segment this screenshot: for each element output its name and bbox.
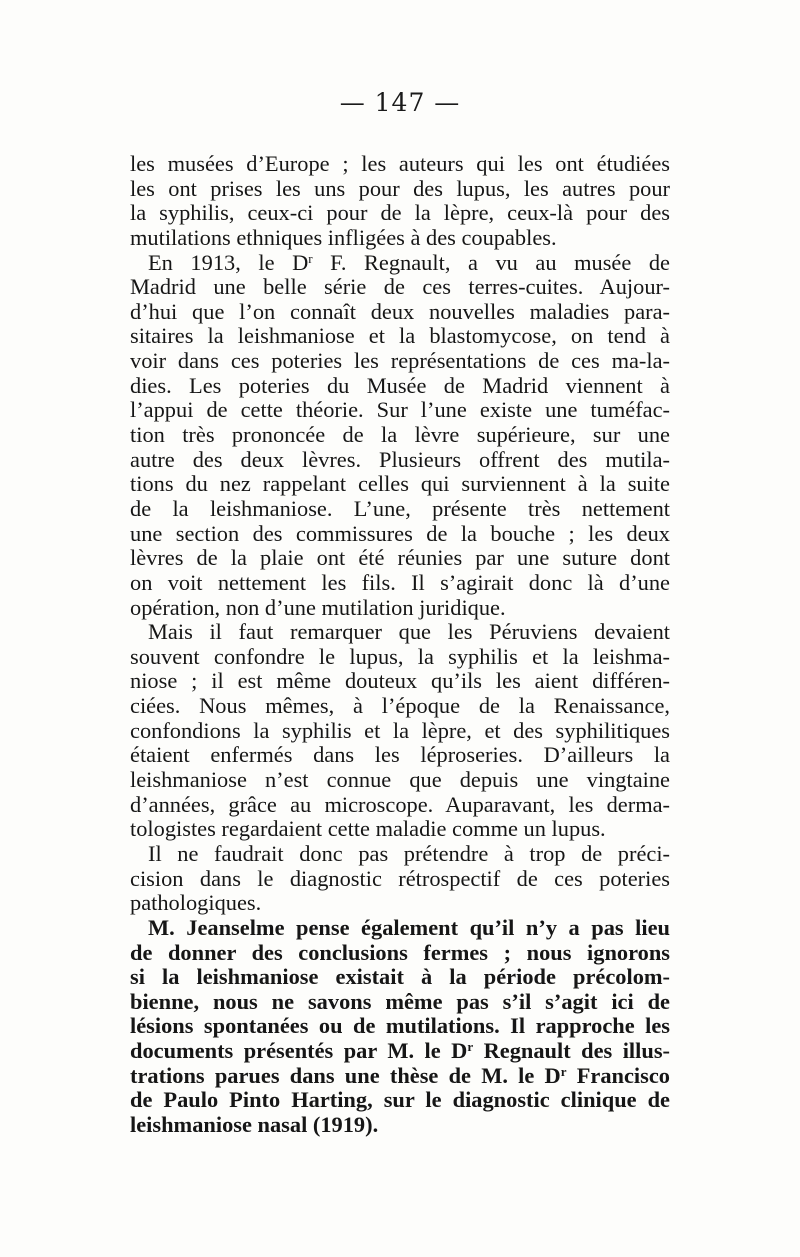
text-line: leishmaniose nasal (1919).	[130, 1111, 379, 1137]
text-line: tion très prononcée de la lèvre supérieure, sur une	[130, 422, 670, 448]
text-line: pathologiques.	[130, 890, 262, 916]
text-line: confondions la syphilis et la lèpre, et des syphilitiques	[130, 717, 670, 743]
text-line: Il ne faudrait donc pas prétendre à trop de préci-	[148, 840, 670, 866]
text-line: autre des deux lèvres. Plusieurs offrent des mutila-	[130, 446, 670, 472]
text-line: Madrid une belle série de ces terres-cuites. Aujour-	[130, 274, 670, 300]
text-line: une section des commissures de la bouche ; les deux	[130, 520, 670, 546]
text-line: bienne, nous ne savons même pas s’il s’agit ici de	[130, 988, 670, 1014]
text-line: Mais il faut remarquer que les Péruviens devaient	[148, 619, 670, 645]
text-line: lésions spontanées ou de mutilations. Il rapproche les	[130, 1013, 670, 1039]
text-line: mutilations ethniques infligées à des coupables.	[130, 224, 557, 250]
text-line: les musées d’Europe ; les auteurs qui les ont étudiées	[130, 151, 670, 176]
text-line: cision dans le diagnostic rétrospectif de ces poteries	[130, 865, 670, 891]
text-line: souvent confondre le lupus, la syphilis et la leishma-	[130, 643, 670, 669]
text-line: la syphilis, ceux-ci pour de la lèpre, ceux-là pour des	[130, 200, 670, 226]
text-line: d’années, grâce au microscope. Auparavant, les derma-	[130, 791, 670, 817]
text-line: étaient enfermés dans les léproseries. D’ailleurs la	[130, 742, 670, 768]
text-line: d’hui que l’on connaît deux nouvelles maladies para-	[130, 298, 670, 324]
text-line: dies. Les poteries du Musée de Madrid viennent à	[130, 372, 670, 398]
text-line: de la leishmaniose. L’une, présente très nettement	[130, 495, 670, 521]
text-line: documents présentés par M. le $D^r$ Regnault des illus-	[130, 1038, 670, 1064]
paragraph-3	[130, 620, 670, 842]
paragraph-4	[130, 842, 670, 916]
page-number: — 147 —	[339, 88, 461, 117]
body-text	[130, 152, 670, 1138]
text-line: En 1913, le $D^r$ F. Regnault, a vu au musée de	[148, 249, 670, 275]
text-line: sitaires la leishmaniose et la blastomycose, on tend à	[130, 323, 670, 349]
text-line: opération, non d’une mutilation juridique.	[130, 594, 506, 620]
paragraph-1	[130, 152, 670, 251]
text-line: on voit nettement les fils. Il s’agirait donc là d’une	[130, 569, 670, 595]
paragraph-2	[130, 251, 670, 621]
text-line: leishmaniose n’est connue que depuis une vingtaine	[130, 767, 670, 793]
text-line: si la leishmaniose existait à la période précolom-	[130, 964, 670, 990]
text-line: tologistes regardaient cette maladie comme un lupus.	[130, 816, 606, 842]
text-line: l’appui de cette théorie. Sur l’une existe une tuméfac-	[130, 397, 670, 423]
text-line: tions du nez rappelant celles qui surviennent à la suite	[130, 471, 670, 497]
text-line: trations parues dans une thèse de M. le $D^r$ Francisco	[130, 1062, 670, 1088]
text-line: voir dans ces poteries les représentations de ces ma-la-	[130, 348, 670, 374]
text-line: lèvres de la plaie ont été réunies par une suture dont	[130, 545, 670, 571]
text-line: de donner des conclusions fermes ; nous ignorons	[130, 939, 670, 965]
text-line: niose ; il est même douteux qu’ils les aient différen-	[130, 668, 670, 694]
text-line: ciées. Nous mêmes, à l’époque de la Renaissance,	[130, 693, 670, 719]
text-line: de Paulo Pinto Harting, sur le diagnostic clinique de	[130, 1087, 670, 1113]
text-line: les ont prises les uns pour des lupus, les autres pour	[130, 175, 670, 201]
text-line: M. Jeanselme pense également qu’il n’y a pas lieu	[148, 914, 670, 940]
paragraph-5	[130, 916, 670, 1138]
